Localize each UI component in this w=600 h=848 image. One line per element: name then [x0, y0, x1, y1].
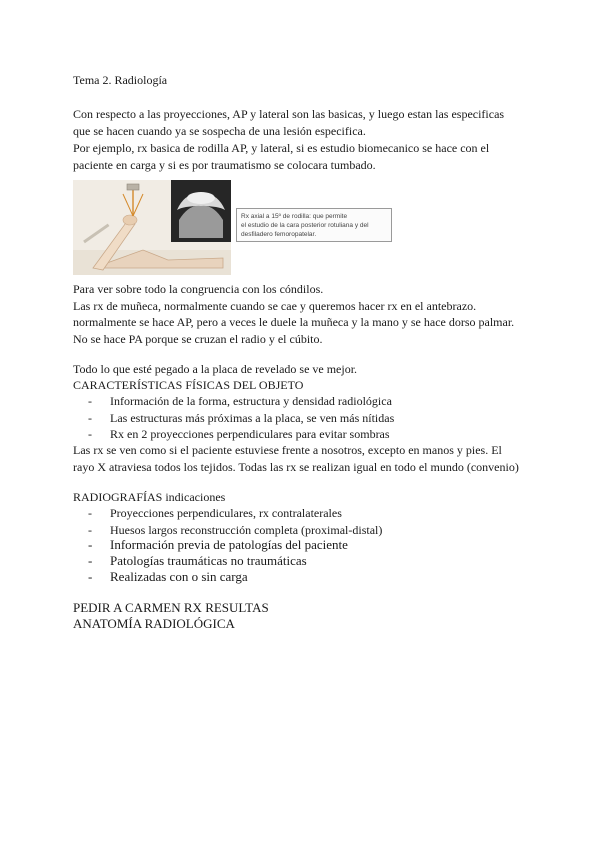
placa-line: Todo lo que esté pegado a la placa de revelado se ve mejor.	[73, 362, 358, 376]
caracteristicas-list	[88, 393, 394, 443]
closing-line: PEDIR A CARMEN RX RESULTAS	[73, 600, 269, 615]
wrist-line: Las rx de muñeca, normalmente cuando se cae y queremos hacer rx en el antebrazo.	[73, 298, 477, 313]
caption-line: el estudio de la cara posterior rotuliana y del	[241, 222, 369, 229]
list-item: - Realizadas con o sin carga	[88, 569, 348, 585]
wrist-line: Para ver sobre todo la congruencia con los cóndilos.	[73, 282, 324, 296]
intro-line: Por ejemplo, rx basica de rodilla AP, y lateral, si es estudio biomecanico se hace con el	[73, 141, 490, 155]
intro-line: Con respecto a las proyecciones, AP y lateral son las basicas, y luego estan las especificas	[73, 107, 505, 121]
indicaciones-list	[88, 505, 382, 538]
wrist-line: No se hace PA porque se cruzan el radio y el cúbito.	[73, 331, 323, 346]
closing-line: ANATOMÍA RADIOLÓGICA	[73, 616, 235, 631]
caracteristicas-heading: CARACTERÍSTICAS FÍSICAS DEL OBJETO	[73, 378, 304, 392]
knee-position-illustration	[73, 180, 231, 275]
rx-paragraph	[73, 442, 519, 475]
wrist-paragraph	[73, 281, 514, 347]
indicaciones-heading: RADIOGRAFÍAS indicaciones	[73, 490, 226, 504]
list-item: - Huesos largos reconstrucción completa (proximal-distal)	[88, 522, 382, 539]
list-item: - Rx en 2 proyecciones perpendiculares para evitar sombras	[88, 426, 394, 443]
list-item: - Información previa de patologías del paciente	[88, 537, 348, 553]
caption-line: Rx axial a 15º de rodilla: que permite	[241, 213, 348, 220]
figure-caption-box	[236, 208, 392, 242]
closing-notes	[73, 600, 269, 632]
list-item: - Patologías traumáticas no traumáticas	[88, 553, 348, 569]
indicaciones-list-continued	[88, 537, 348, 585]
list-item: - Proyecciones perpendiculares, rx contralaterales	[88, 505, 382, 522]
rx-line: rayo X atraviesa todos los tejidos. Todas las rx se realizan igual en todo el mundo (convenio)	[73, 459, 519, 474]
intro-paragraph	[73, 106, 543, 174]
list-item: - Información de la forma, estructura y densidad radiológica	[88, 393, 394, 410]
knee-radiograph-figure	[73, 180, 231, 275]
intro-line: paciente en carga y si es por traumatismo se colocara tumbado.	[73, 158, 376, 172]
wrist-line: normalmente se hace AP, pero a veces le duele la muñeca y la mano y se hace dorso palmar.	[73, 315, 515, 329]
caption-line: desfiladero femoropatelar.	[241, 231, 317, 238]
intro-line: que se hacen cuando ya se sospecha de una lesión especifica.	[73, 124, 366, 138]
document-title: Tema 2. Radiología	[73, 73, 168, 87]
rx-line: Las rx se ven como si el paciente estuviese frente a nosotros, excepto en manos y pies. El	[73, 443, 502, 457]
list-item: - Las estructuras más próximas a la placa, se ven más nítidas	[88, 410, 394, 427]
